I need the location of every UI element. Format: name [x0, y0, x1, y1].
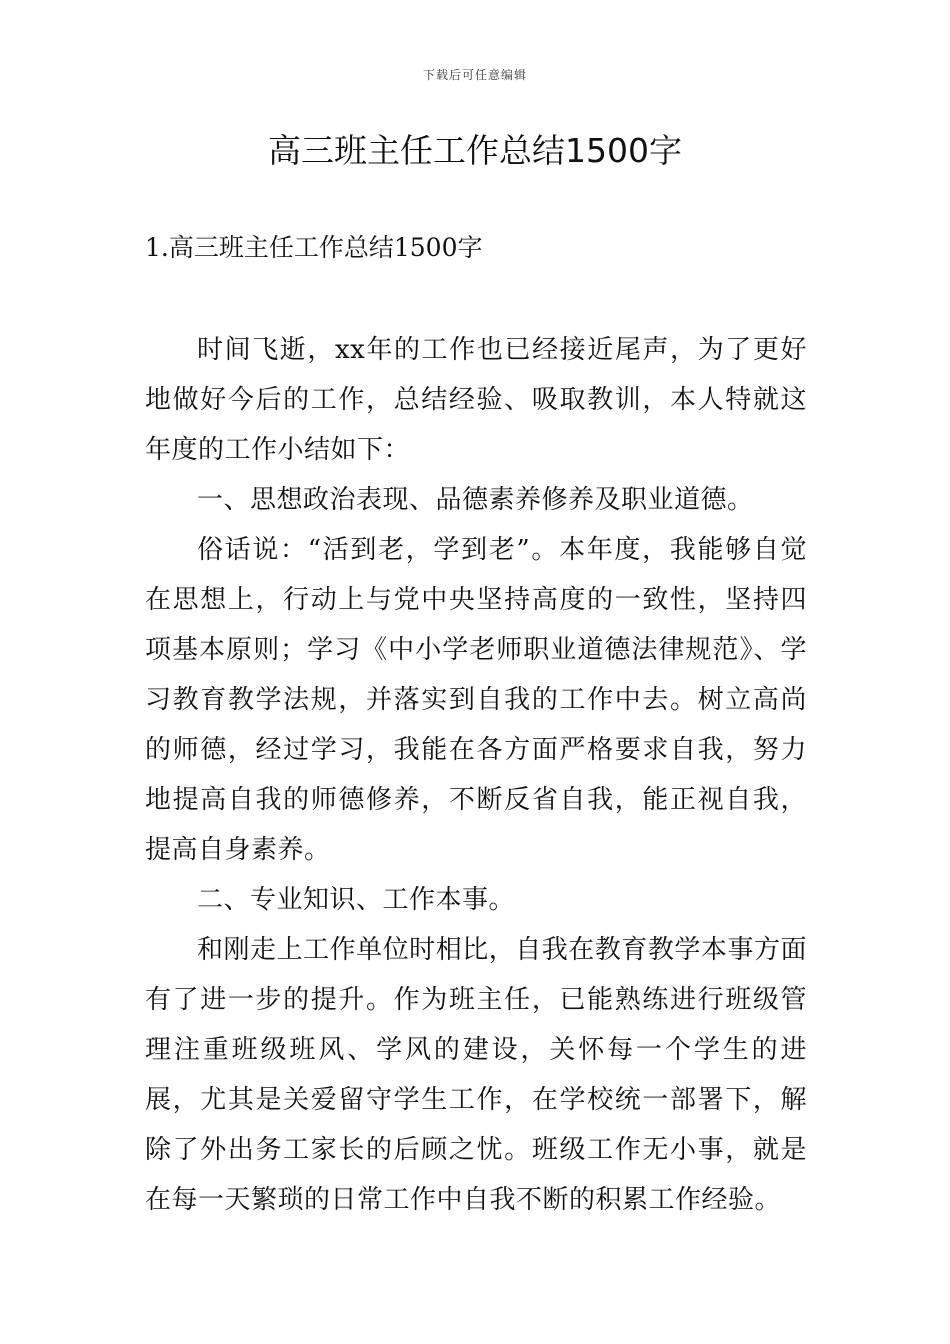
paragraph-ethics: 俗话说：“活到老，学到老”。本年度，我能够自觉在思想上，行动上与党中央坚持高度的一致性，坚持四项基本原则；学习《中小学老师职业道德法律规范》、学习教育教学法规，并落实到自我的工作中去。树立高尚的师德，经过学习，我能在各方面严格要求自我，努力地提高自我的师德修养，不断反省自我，能正视自我，提高自身素养。 — [145, 535, 807, 865]
body-text — [145, 325, 807, 1225]
paragraph-heading-2: 二、专业知识、工作本事。 — [197, 885, 516, 915]
paragraph-heading-1: 一、思想政治表现、品德素养修养及职业道德。 — [197, 485, 754, 515]
header-note: 下载后可任意编辑 — [422, 68, 527, 82]
document-title: 高三班主任工作总结1500字 — [268, 131, 682, 170]
paragraph-skills: 和刚走上工作单位时相比，自我在教育教学本事方面有了进一步的提升。作为班主任，已能熟练进行班级管理注重班级班风、学风的建设，关怀每一个学生的进展，尤其是关爱留守学生工作，在学校统一部署下，解除了外出务工家长的后顾之忧。班级工作无小事，就是在每一天繁琐的日常工作中自我不断的积累工作经验。 — [145, 935, 807, 1215]
section-heading: 1.高三班主任工作总结1500字 — [145, 233, 483, 262]
paragraph-intro: 时间飞逝，xx年的工作也已经接近尾声，为了更好地做好今后的工作，总结经验、吸取教训，本人特就这年度的工作小结如下： — [145, 335, 807, 465]
